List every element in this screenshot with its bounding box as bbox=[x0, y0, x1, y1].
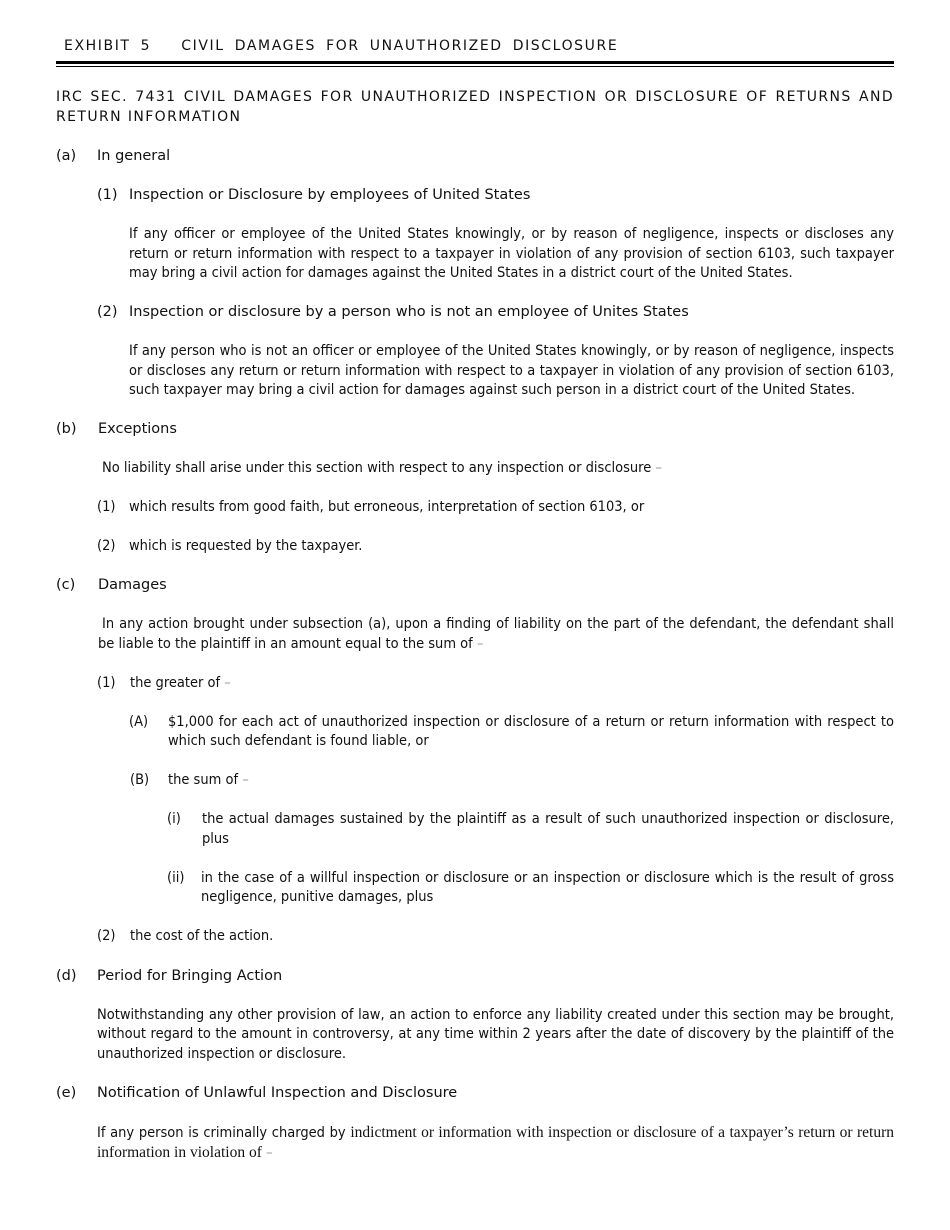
item-label: (i) bbox=[167, 811, 181, 827]
item-text: in the case of a willful inspection or disclosure or an inspection or disclosure which is the result of gross negligence, punitive damages, plus bbox=[201, 869, 894, 905]
item-label: (A) bbox=[129, 713, 149, 730]
item-c2 bbox=[56, 927, 894, 947]
section-label: (e) bbox=[56, 1084, 77, 1101]
item-label: (B) bbox=[130, 772, 150, 788]
paragraph bbox=[97, 1123, 894, 1164]
header-rule-thick bbox=[56, 61, 894, 64]
item-text: the greater of bbox=[130, 674, 221, 691]
exhibit-title: CIVIL DAMAGES FOR UNAUTHORIZED DISCLOSURE bbox=[181, 38, 619, 54]
subsection-label: (1) bbox=[97, 187, 118, 203]
exhibit-number: EXHIBIT 5 bbox=[64, 38, 152, 54]
dash: – bbox=[242, 772, 249, 788]
section-heading: Exceptions bbox=[98, 421, 177, 437]
item-text: the cost of the action. bbox=[130, 928, 274, 944]
item-label: (1) bbox=[97, 499, 116, 515]
paragraph-text-serif: indictment or information with inspection or disclosure of a taxpayer’s return or return information in violation of bbox=[97, 1123, 894, 1161]
doc-title: IRC SEC. 7431 CIVIL DAMAGES FOR UNAUTHORIZED INSPECTION OR DISCLOSURE OF RETURNS AND RETURN INFORMATION bbox=[56, 89, 894, 125]
section-d bbox=[56, 967, 894, 987]
item-text: which results from good faith, but erroneous, interpretation of section 6103, or bbox=[129, 499, 645, 515]
section-label: (c) bbox=[56, 577, 76, 593]
item-label: (1) bbox=[97, 674, 116, 691]
item-text: $1,000 for each act of unauthorized inspection or disclosure of a return or return information with respect to which such defendant is found liable, or bbox=[168, 713, 894, 749]
dash: – bbox=[224, 674, 231, 691]
dash: – bbox=[266, 1145, 273, 1161]
paragraph: If any person who is not an officer or employee of the United States knowingly, or by reason of negligence, inspects or discloses any return or return information with respect to a taxpayer in violation of any provision of section 6103, such taxpayer may bring a civil action for damages against such person in a district court of the United States. bbox=[129, 343, 894, 398]
item-b2 bbox=[56, 537, 894, 557]
item-c1-B-i bbox=[56, 810, 894, 849]
section-heading: Notification of Unlawful Inspection and Disclosure bbox=[97, 1084, 458, 1101]
section-c bbox=[56, 576, 894, 596]
paragraph-text: No liability shall arise under this section with respect to any inspection or disclosure bbox=[102, 460, 652, 476]
paragraph bbox=[98, 615, 894, 654]
section-b bbox=[56, 420, 894, 440]
item-c1-A bbox=[56, 713, 894, 752]
paragraph: If any officer or employee of the United States knowingly, or by reason of negligence, inspects or discloses any return or return information with respect to a taxpayer in violation of any provision of section 6103, such taxpayer may bring a civil action for damages against the United States in a district court of the United States. bbox=[129, 226, 894, 281]
item-text: which is requested by the taxpayer. bbox=[129, 538, 363, 554]
header-rule-thin bbox=[56, 66, 894, 67]
subsection-heading: Inspection or disclosure by a person who is not an employee of Unites States bbox=[129, 304, 689, 320]
item-c1-B-ii bbox=[56, 869, 894, 908]
item-text: the sum of bbox=[168, 772, 239, 788]
section-label: (a) bbox=[56, 148, 77, 164]
item-c1-B bbox=[56, 771, 894, 791]
section-label: (d) bbox=[56, 967, 77, 984]
item-label: (2) bbox=[97, 928, 116, 944]
item-c1 bbox=[56, 674, 894, 694]
paragraph: Notwithstanding any other provision of law, an action to enforce any liability created under this section may be brought, without regard to the amount in controversy, at any time within 2 years after the date of discovery by the plaintiff of the unauthorized inspection or disclosure. bbox=[97, 1006, 894, 1062]
subsection-a2 bbox=[56, 303, 894, 323]
dash: – bbox=[655, 460, 662, 476]
item-label: (ii) bbox=[167, 869, 185, 886]
paragraph-text: If any person is criminally charged by bbox=[97, 1124, 346, 1141]
document-page bbox=[56, 38, 894, 1164]
paragraph bbox=[102, 459, 894, 479]
subsection-label: (2) bbox=[97, 304, 118, 320]
dash: – bbox=[476, 635, 484, 652]
section-e bbox=[56, 1084, 894, 1104]
section-heading: Period for Bringing Action bbox=[97, 967, 283, 984]
item-text: the actual damages sustained by the plaintiff as a result of such unauthorized inspection or disclosure, plus bbox=[202, 811, 894, 847]
exhibit-header bbox=[64, 38, 894, 54]
item-b1 bbox=[56, 498, 894, 518]
subsection-a1 bbox=[56, 186, 894, 206]
paragraph-text: In any action brought under subsection (a), upon a finding of liability on the part of the defendant, the defendant shall be liable to the plaintiff in an amount equal to the sum of bbox=[98, 616, 894, 652]
section-heading: Damages bbox=[98, 577, 167, 593]
subsection-heading: Inspection or Disclosure by employees of United States bbox=[129, 187, 531, 203]
item-label: (2) bbox=[97, 538, 116, 554]
section-heading: In general bbox=[97, 148, 171, 164]
section-label: (b) bbox=[56, 421, 77, 437]
section-a bbox=[56, 147, 894, 167]
